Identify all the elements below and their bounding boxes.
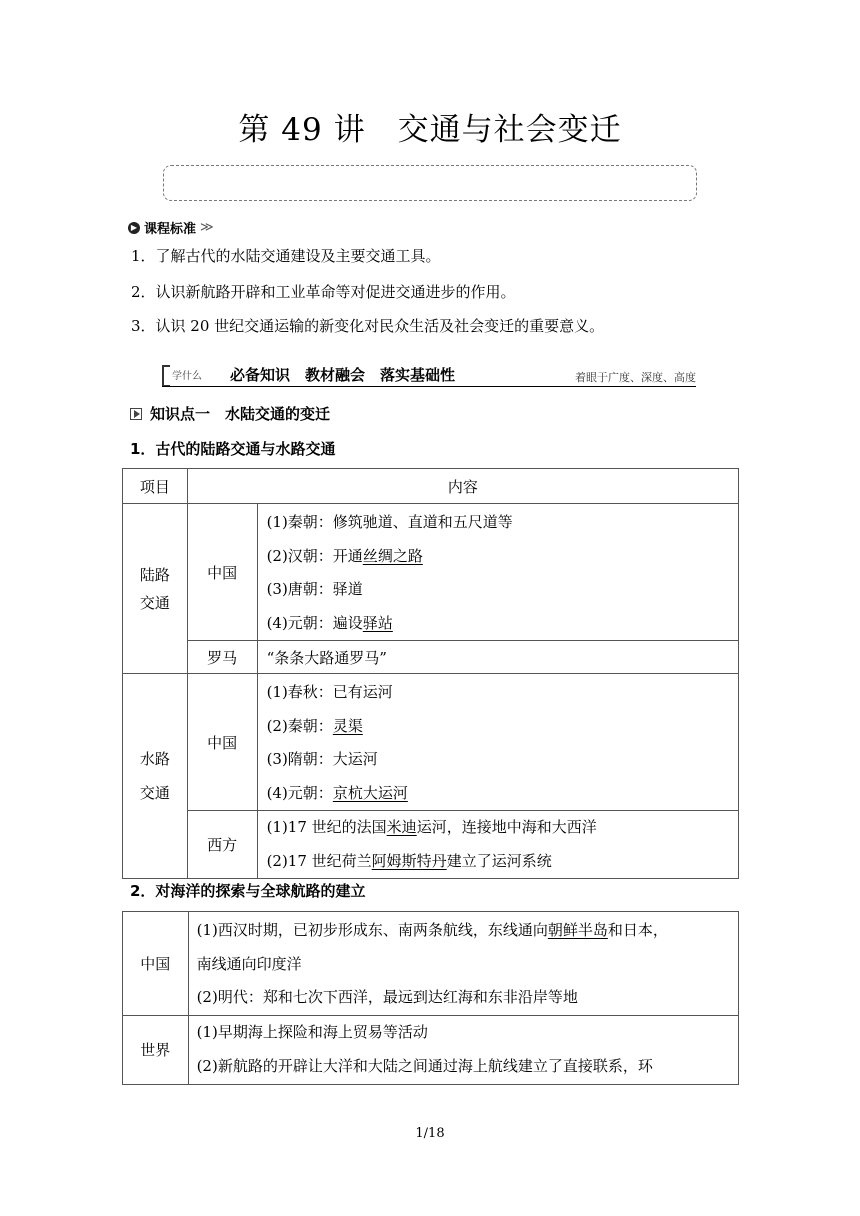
- world-line-1: (1)早期海上探险和海上贸易等活动: [196, 1023, 428, 1041]
- land-china-item-3: (3)唐朝：驿道: [266, 580, 363, 598]
- water-west-label: 西方: [187, 811, 257, 879]
- table-row: [123, 641, 739, 674]
- section-heading: [130, 403, 330, 424]
- logo-text: 学什么: [172, 371, 202, 382]
- table-land-water: [122, 468, 739, 879]
- world-content: [188, 1015, 738, 1084]
- china-line-1: (1)西汉时期，已初步形成东、南两条航线，东线通向朝鲜半岛和日本，: [196, 921, 668, 939]
- china-line-2: 南线通向印度洋: [196, 954, 302, 973]
- water-west-item-1: (1)17 世纪的法国米迪运河，连接地中海和大西洋: [266, 818, 597, 836]
- dashed-box: [163, 165, 697, 201]
- table-row: [123, 504, 739, 641]
- land-label: [123, 504, 188, 674]
- header-content: 内容: [187, 469, 738, 504]
- table-row: [123, 674, 739, 811]
- land-rome-label: 罗马: [187, 641, 257, 674]
- standard-item-3: 3．认识 20 世纪交通运输的新变化对民众生活及社会变迁的重要意义。: [131, 317, 605, 335]
- water-label: [123, 674, 188, 879]
- banner-divider: [162, 386, 696, 387]
- water-west-item-2: (2)17 世纪荷兰阿姆斯特丹建立了运河系统: [266, 851, 552, 870]
- banner-main-text: 必备知识 教材融会 落实基础性: [230, 366, 456, 384]
- land-china-content: [257, 504, 738, 641]
- land-china-label: 中国: [187, 504, 257, 641]
- water-china-label: 中国: [187, 674, 257, 811]
- china-line-3: (2)明代：郑和七次下西洋，最远到达红海和东非沿岸等地: [196, 988, 578, 1006]
- table-ocean: [122, 911, 739, 1085]
- subheading-1: 1．古代的陆路交通与水路交通: [130, 440, 336, 458]
- world-label: 世界: [123, 1015, 189, 1084]
- subheading-2: 2．对海洋的探索与全球航路的建立: [130, 882, 366, 900]
- standards-heading-label: 课程标准: [144, 222, 197, 237]
- table-row: [123, 912, 739, 1016]
- triangle-icon: [130, 408, 142, 420]
- world-line-2: (2)新航路的开辟让大洋和大陆之间通过海上航线建立了直接联系，环: [196, 1056, 653, 1075]
- water-west-content: [257, 811, 738, 879]
- land-china-item-2: (2)汉朝：开通丝绸之路: [266, 546, 423, 565]
- water-china-item-1: (1)春秋：已有运河: [266, 683, 393, 701]
- section-heading-label: 知识点一 水陆交通的变迁: [150, 405, 331, 423]
- land-china-item-1: (1)秦朝：修筑驰道、直道和五尺道等: [266, 513, 513, 531]
- header-item: 项目: [123, 469, 188, 504]
- play-circle-icon: ▶: [128, 222, 140, 234]
- standard-item-1: 1．了解古代的水陆交通建设及主要交通工具。: [131, 247, 441, 265]
- water-china-content: [257, 674, 738, 811]
- table-row: [123, 811, 739, 879]
- section-banner: [162, 364, 696, 388]
- water-label-line-1: 水路: [139, 750, 170, 768]
- standards-heading: [128, 218, 214, 237]
- land-rome-content: “条条大路通罗马”: [257, 641, 738, 674]
- land-label-line-2: 交通: [139, 593, 170, 612]
- table-row: [123, 1015, 739, 1084]
- banner-right-text: 着眼于广度、深度、高度: [575, 371, 696, 384]
- page-title: 第 49 讲 交通与社会变迁: [238, 112, 622, 148]
- table-row: [123, 469, 739, 504]
- water-china-item-4: (4)元朝：京杭大运河: [266, 783, 408, 802]
- page-number: 1/18: [415, 1126, 445, 1141]
- standard-item-2: 2．认识新航路开辟和工业革命等对促进交通进步的作用。: [131, 283, 516, 301]
- land-label-line-1: 陆路: [139, 565, 170, 584]
- china-content: [188, 912, 738, 1016]
- water-china-item-3: (3)隋朝：大运河: [266, 750, 378, 768]
- double-chevron-icon: ≫: [200, 220, 214, 235]
- water-china-item-2: (2)秦朝：灵渠: [266, 716, 363, 735]
- land-china-item-4: (4)元朝：遍设驿站: [266, 613, 393, 632]
- china-label: 中国: [123, 912, 189, 1016]
- logo: [162, 364, 218, 384]
- water-label-line-2: 交通: [139, 784, 170, 802]
